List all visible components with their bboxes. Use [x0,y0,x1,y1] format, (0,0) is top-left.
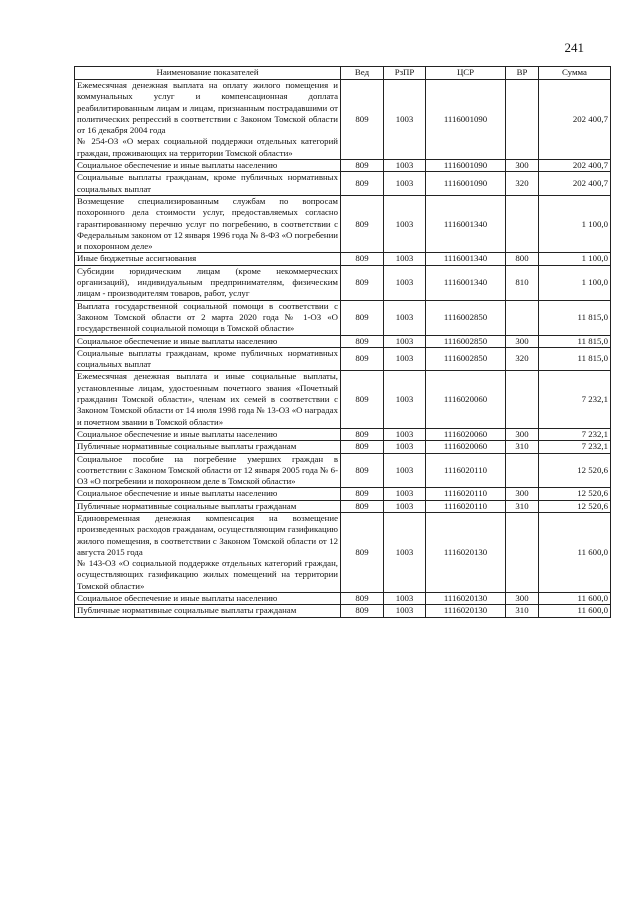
cell-rzpr: 1003 [384,453,426,488]
cell-csr: 1116020060 [426,428,506,440]
cell-vr: 310 [506,605,539,617]
cell-name: Публичные нормативные социальные выплаты гражданам [75,605,341,617]
table-body [75,80,611,618]
table-row [75,371,611,428]
cell-vr: 300 [506,428,539,440]
table-row [75,347,611,371]
cell-csr: 1116020110 [426,453,506,488]
cell-sum: 202 400,7 [539,80,611,160]
cell-name: Возмещение специализированным службам по вопросам похоронного дела стоимости услуг, предоставляемых согласно гарантированному перечню услуг по погребению, в соответствии с Федеральным законом от 12 января 1996 года № 8-ФЗ «О погребении и похоронном деле» [75,195,341,252]
cell-rzpr: 1003 [384,172,426,196]
header-name: Наименование показателей [75,67,341,80]
cell-ved: 809 [341,172,384,196]
cell-rzpr: 1003 [384,265,426,300]
cell-vr: 300 [506,593,539,605]
table-row [75,441,611,453]
cell-sum: 11 815,0 [539,335,611,347]
cell-csr: 1116020060 [426,371,506,428]
cell-sum: 12 520,6 [539,453,611,488]
header-sum: Сумма [539,67,611,80]
cell-rzpr: 1003 [384,300,426,335]
cell-rzpr: 1003 [384,605,426,617]
cell-ved: 809 [341,428,384,440]
cell-name: Ежемесячная денежная выплата на оплату жилого помещения и коммунальных услуг и компенсационная доплата реабилитированным лицам и лицам, признанным пострадавшими от политических репрессий в соответствии с Законом Томской области от 16 декабря 2004 года № 254-ОЗ «О мерах социальной поддержки отдельных категорий граждан, проживающих на территории Томской области» [75,80,341,160]
table-row [75,172,611,196]
cell-csr: 1116002850 [426,300,506,335]
cell-sum: 11 815,0 [539,347,611,371]
table-row [75,160,611,172]
cell-sum: 1 100,0 [539,195,611,252]
table-row [75,605,611,617]
cell-vr [506,371,539,428]
cell-csr: 1116020130 [426,593,506,605]
table-row [75,300,611,335]
cell-csr: 1116001340 [426,195,506,252]
cell-sum: 7 232,1 [539,371,611,428]
table-row [75,195,611,252]
cell-name: Социальное обеспечение и иные выплаты населению [75,593,341,605]
table-header-row [75,67,611,80]
cell-sum: 11 600,0 [539,605,611,617]
cell-ved: 809 [341,265,384,300]
cell-name: Социальное обеспечение и иные выплаты населению [75,488,341,500]
cell-sum: 1 100,0 [539,265,611,300]
cell-rzpr: 1003 [384,371,426,428]
cell-ved: 809 [341,441,384,453]
cell-rzpr: 1003 [384,335,426,347]
cell-vr: 310 [506,500,539,512]
cell-ved: 809 [341,488,384,500]
cell-ved: 809 [341,512,384,592]
cell-name: Социальное обеспечение и иные выплаты населению [75,160,341,172]
cell-csr: 1116001090 [426,172,506,196]
cell-name: Единовременная денежная компенсация на возмещение произведенных расходов гражданам, осуществляющим газификацию жилого помещения, в соответствии с Законом Томской области от 12 августа 2015 года № 143-ОЗ «О социальной поддержке отдельных категорий граждан, осуществляющих газификацию жилых помещений на территории Томской области» [75,512,341,592]
cell-name: Субсидии юридическим лицам (кроме некоммерческих организаций), индивидуальным предпринимателям, физическим лицам - производителям товаров, работ, услуг [75,265,341,300]
cell-sum: 202 400,7 [539,160,611,172]
cell-ved: 809 [341,335,384,347]
cell-csr: 1116020130 [426,605,506,617]
cell-ved: 809 [341,160,384,172]
cell-sum: 12 520,6 [539,488,611,500]
cell-vr [506,300,539,335]
cell-name: Иные бюджетные ассигнования [75,253,341,265]
table-row [75,593,611,605]
cell-csr: 1116020060 [426,441,506,453]
table-row [75,253,611,265]
cell-rzpr: 1003 [384,488,426,500]
table-row [75,265,611,300]
cell-vr [506,512,539,592]
cell-vr [506,453,539,488]
cell-rzpr: 1003 [384,593,426,605]
cell-name: Ежемесячная денежная выплата и иные социальные выплаты, установленные лицам, удостоенным почетного звания «Почетный гражданин Томской области», членам их семей в соответствии с Законом Томской области от 14 июля 1998 года № 13-ОЗ «О наградах и почетном звании в Томской области» [75,371,341,428]
cell-sum: 11 815,0 [539,300,611,335]
cell-rzpr: 1003 [384,160,426,172]
cell-sum: 12 520,6 [539,500,611,512]
table-row [75,512,611,592]
cell-rzpr: 1003 [384,441,426,453]
table-row [75,453,611,488]
header-vr: ВР [506,67,539,80]
cell-name: Социальные выплаты гражданам, кроме публичных нормативных социальных выплат [75,172,341,196]
cell-sum: 11 600,0 [539,593,611,605]
cell-sum: 1 100,0 [539,253,611,265]
cell-csr: 1116001090 [426,160,506,172]
table-row [75,500,611,512]
cell-csr: 1116020110 [426,500,506,512]
table-row [75,488,611,500]
table-row [75,335,611,347]
cell-name: Социальное обеспечение и иные выплаты населению [75,335,341,347]
cell-rzpr: 1003 [384,500,426,512]
cell-rzpr: 1003 [384,512,426,592]
cell-vr [506,195,539,252]
cell-vr: 800 [506,253,539,265]
cell-name: Выплата государственной социальной помощи в соответствии с Законом Томской области от 2 марта 2020 года № 1-ОЗ «О государственной социальной помощи в Томской области» [75,300,341,335]
cell-vr: 300 [506,488,539,500]
cell-vr: 320 [506,172,539,196]
cell-vr: 810 [506,265,539,300]
page-number: 241 [564,40,584,55]
cell-vr: 300 [506,335,539,347]
cell-ved: 809 [341,453,384,488]
cell-csr: 1116001340 [426,253,506,265]
table-row [75,80,611,160]
cell-vr: 320 [506,347,539,371]
cell-csr: 1116001090 [426,80,506,160]
cell-sum: 202 400,7 [539,172,611,196]
cell-sum: 11 600,0 [539,512,611,592]
table-row [75,428,611,440]
cell-rzpr: 1003 [384,428,426,440]
cell-name: Социальное обеспечение и иные выплаты населению [75,428,341,440]
cell-sum: 7 232,1 [539,428,611,440]
cell-name: Публичные нормативные социальные выплаты гражданам [75,441,341,453]
cell-csr: 1116020110 [426,488,506,500]
budget-table [74,66,611,618]
cell-vr: 310 [506,441,539,453]
cell-csr: 1116002850 [426,335,506,347]
cell-ved: 809 [341,500,384,512]
cell-csr: 1116020130 [426,512,506,592]
cell-rzpr: 1003 [384,195,426,252]
cell-ved: 809 [341,253,384,265]
cell-vr [506,80,539,160]
cell-vr: 300 [506,160,539,172]
cell-ved: 809 [341,195,384,252]
cell-name: Публичные нормативные социальные выплаты гражданам [75,500,341,512]
cell-name: Социальные выплаты гражданам, кроме публичных нормативных социальных выплат [75,347,341,371]
cell-rzpr: 1003 [384,253,426,265]
cell-ved: 809 [341,605,384,617]
header-ved: Вед [341,67,384,80]
cell-sum: 7 232,1 [539,441,611,453]
cell-ved: 809 [341,593,384,605]
cell-ved: 809 [341,347,384,371]
cell-ved: 809 [341,80,384,160]
header-rzpr: РзПР [384,67,426,80]
cell-ved: 809 [341,300,384,335]
cell-rzpr: 1003 [384,347,426,371]
cell-rzpr: 1003 [384,80,426,160]
cell-csr: 1116001340 [426,265,506,300]
cell-ved: 809 [341,371,384,428]
cell-name: Социальное пособие на погребение умерших граждан в соответствии с Законом Томской области от 12 января 2005 года № 6-ОЗ «О погребении и похоронном деле в Томской области» [75,453,341,488]
header-csr: ЦСР [426,67,506,80]
cell-csr: 1116002850 [426,347,506,371]
